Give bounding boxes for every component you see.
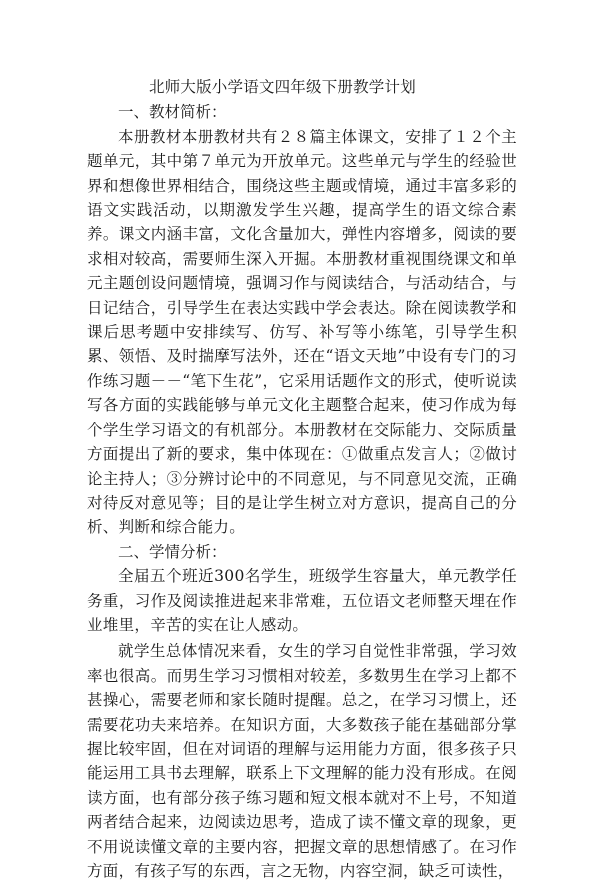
paragraph-textbook-analysis: 本册教材本册教材共有２８篇主体课文，安排了１２个主题单元，其中第７单元为开放单元。这些单元与学生的经验世界和想像世界相结合，围绕这些主题或情境，通过丰富多彩的语文实践活动，以期激发学生兴趣，提高学生的语文综合素养。课文内涵丰富，文化含量加大，弹性内容增多，阅读的要求相对较高，需要师生深入开掘。本册教材重视围绕课文和单元主题创设问题情境，强调习作与阅读结合，与活动结合，与日记结合，引导学生在表达实践中学会表达。除在阅读教学和课后思考题中安排续写、仿写、补写等小练笔，引导学生积累、领悟、及时揣摩写法外，还在“语文天地”中设有专门的习作练习题－－“笔下生花”，它采用话题作文的形式，使听说读写各方面的实践能够与单元文化主题整合起来，使习作成为每个学生学习语文的有机部分。本册教材在交际能力、交际质量方面提出了新的要求，集中体现在：①做重点发言人；②做讨论主持人；③分辨讨论中的不同意见，与不同意见交流，正确对待反对意见等；目的是让学生树立对方意识，提高自己的分析、判断和综合能力。: [87, 127, 517, 537]
document-title: 北师大版小学语文四年级下册教学计划: [149, 78, 416, 96]
section-heading-textbook: 一、教材简析：: [118, 103, 227, 122]
section-heading-students: 二、学情分析：: [118, 542, 227, 561]
document-page: [87, 75, 517, 883]
paragraph-students-overview: 全届五个班近300名学生，班级学生容量大，单元教学任务重，习作及阅读推进起来非常难，五位语文老师整天埋在作业堆里，辛苦的实在让人感动。: [87, 567, 517, 634]
paragraph-students-detail: 就学生总体情况来看，女生的学习自觉性非常强，学习效率也很高。而男生学习习惯相对较差，多数男生在学习上都不甚操心，需要老师和家长随时提醒。总之，在学习习惯上，还需要花功夫来培养。在知识方面，大多数孩子能在基础部分掌握比较牢固，但在对词语的理解与运用能力方面，很多孩子只能运用工具书去理解，联系上下文理解的能力没有形成。在阅读方面，也有部分孩子练习题和短文根本就对不上号，不知道两者结合起来，边阅读边思考，造成了读不懂文章的现象，更不用说读懂文章的主要内容，把握文章的思想情感了。在习作方面，有孩子写的东西，言之无物，内容空洞，缺乏可读性，: [87, 642, 517, 880]
